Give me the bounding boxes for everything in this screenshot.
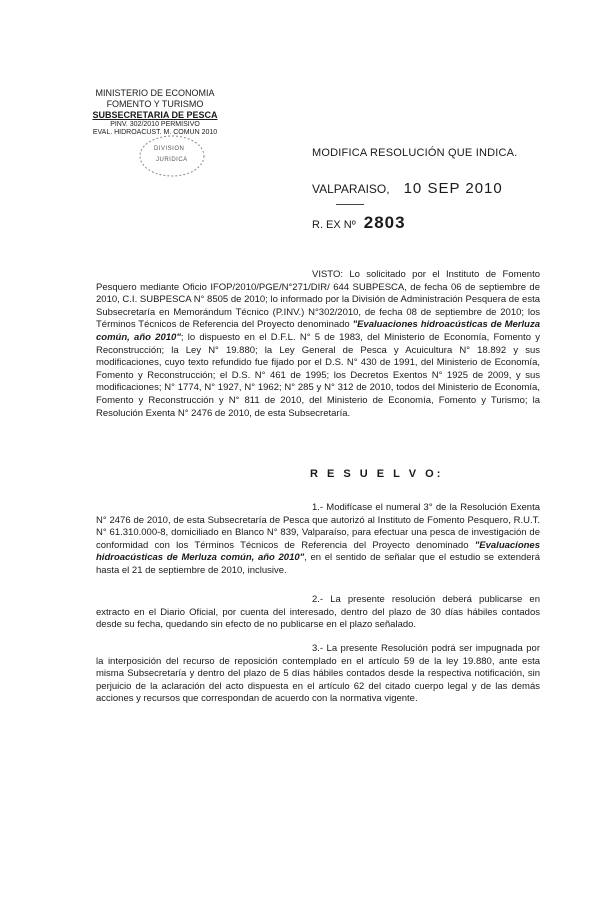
resolution-item-1 <box>96 502 540 578</box>
place-date <box>312 180 503 197</box>
resolution-item-3: 3.- La presente Resolución podrá ser impugnada por la interposición del recurso de reposición contemplado en el artículo 59 de la ley 19.880, ante esta misma Subsecretaría y dentro del plazo de 5 días hábiles contados desde la respectiva notificación, sin perjuicio de la aclaración del acto dispuesta en el artículo 62 del citado cuerpo legal y de las demás acciones y recursos que correspondan de acuerdo con la normativa vigente. <box>96 643 540 705</box>
division-stamp <box>132 132 218 182</box>
visto-text-1: VISTO: Lo solicitado por el Instituto de Fomento Pesquero mediante Oficio IFOP/2010/PGE/N°271/DIR/ 644 SUBPESCA, de fecha 06 de septiembre de 2010, C.I. SUBPESCA N° 8505 de 2010; lo informado por la División de Administración Pesquera de esta Subsecretaría en Memorándum Técnico (P.INV.) N°302/2010, de fecha 08 de septiembre de 2010; los Términos Técnicos de Referencia del Proyecto denominado <box>96 269 540 331</box>
header-reference-2: EVAL. HIDROACUST. M. COMUN 2010 <box>92 129 218 136</box>
visto-project-title: "Evaluaciones hidroacústicas de Merluza común, año 2010" <box>96 319 540 343</box>
header-reference-1: PINV. 302/2010 PERMISIVO <box>110 121 200 128</box>
rex-mark <box>336 204 364 205</box>
ministry-header <box>70 88 240 137</box>
resuelvo-heading: R E S U E L V O: <box>310 468 444 480</box>
stamp-text-2: JURIDICA <box>156 157 188 163</box>
header-department: FOMENTO Y TURISMO <box>106 99 204 109</box>
visto-text-2: ; lo dispuesto en el D.F.L. N° 5 de 1983, del Ministerio de Economía, Fomento y Reconstrucción; la Ley N° 19.880; la Ley General de Pesca y Acuicultura N° 18.892 y sus modificaciones, cuyo texto refundido fue fijado por el D.S. N° 430 de 1991, del Ministerio de Economía, Fomento y Reconstrucción; el D.S. N° 461 de 1995; los Decretos Exentos N° 1925 de 2009, y sus modificaciones; N° 1774, N° 1927, N° 1962; N° 285 y N° 312 de 2010, todos del Ministerio de Economía, Fomento y Reconstrucción y N° 811 de 2010, del Ministerio de Economía, Fomento y Turismo; la Resolución Exenta N° 2476 de 2010, de esta Subsecretaría. <box>96 331 540 419</box>
rex-label: R. EX Nº <box>312 219 356 231</box>
document-subject: MODIFICA RESOLUCIÓN QUE INDICA. <box>312 147 518 159</box>
rex-number: 2803 <box>363 213 406 232</box>
item1-project-title: "Evaluaciones hidroacústicas de Merluza común, año 2010" <box>96 539 540 564</box>
date-stamp: 10 SEP 2010 <box>403 180 503 197</box>
header-ministry: MINISTERIO DE ECONOMIA <box>95 88 215 98</box>
item1-text-b: , en el sentido de señalar que el estudio se extenderá hasta el 21 de septiembre de 2010, inclusive. <box>96 552 540 576</box>
resolution-item-2: 2.- La presente resolución deberá publicarse en extracto en el Diario Oficial, por cuenta del interesado, dentro del plazo de 30 días hábiles contados desde su fecha, quedando sin efecto de no publicarse en el plazo señalado. <box>96 594 540 631</box>
city: VALPARAISO, <box>312 182 390 196</box>
header-subsecretary: SUBSECRETARIA DE PESCA <box>92 110 218 120</box>
resolution-number <box>312 213 406 233</box>
visto-paragraph <box>96 269 540 420</box>
stamp-text-1: DIVISION <box>154 146 185 152</box>
item1-text-a: 1.- Modifícase el numeral 3° de la Resolución Exenta N° 2476 de 2010, de esta Subsecretaría de Pesca que autorizó al Instituto de Fomento Pesquero, R.U.T. N° 61.310.000-8, domiciliado en Blanco N° 839, Valparaíso, para efectuar una pesca de investigación de conformidad con los Términos Técnicos de Referencia del Proyecto denominado <box>96 502 540 551</box>
